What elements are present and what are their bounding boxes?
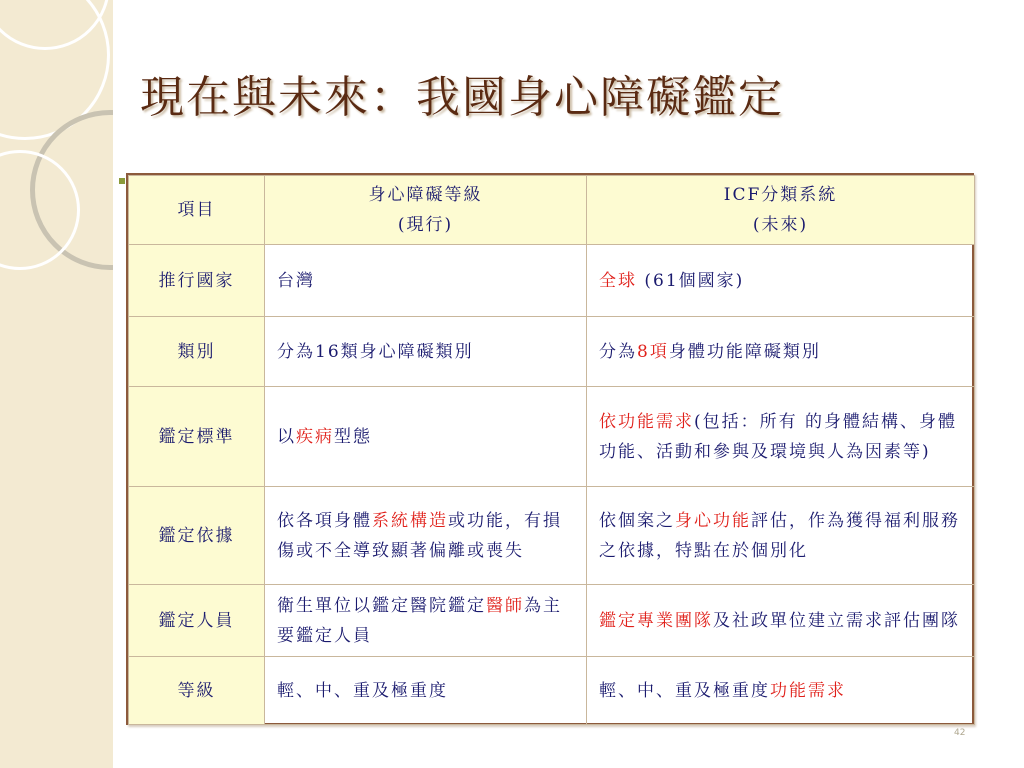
row-future [587, 387, 975, 487]
slide-title: 現在與未來：我國身心障礙鑑定 [140, 72, 784, 123]
highlight-text: 功能需求 [770, 680, 846, 701]
body-text: 依各項身體 [277, 510, 372, 531]
row-label: 鑑定人員 [129, 585, 265, 657]
body-text: 及社政單位建立需求評估團隊 [713, 610, 960, 631]
row-label: 推行國家 [129, 245, 265, 317]
highlight-text: 身心功能 [675, 510, 751, 531]
bullet-marker [119, 178, 125, 184]
body-text: 為主要鑑定人員 [277, 595, 562, 646]
highlight-text: 醫師 [486, 595, 524, 616]
row-future [587, 585, 975, 657]
body-text: 或功能，有損傷或不全導致顯著偏離或喪失 [277, 510, 562, 561]
body-text: 評估，作為獲得福利服務之依據，特點在於個別化 [599, 510, 960, 561]
header-current [265, 176, 587, 245]
table-header-row [129, 176, 975, 245]
highlight-text: 鑑定專業團隊 [599, 610, 713, 631]
table-row [129, 387, 975, 487]
highlight-text: 依功能需求 [599, 411, 694, 432]
header-future-title: ICF分類系統 [723, 185, 838, 205]
highlight-text: 全球 [599, 270, 637, 291]
header-current-title: 身心障礙等級 [368, 185, 483, 205]
row-current [265, 487, 587, 585]
header-future-subtitle: (未來) [752, 215, 809, 235]
body-text: (61個國家) [637, 270, 745, 291]
row-label: 鑑定依據 [129, 487, 265, 585]
body-text: 輕、中、重及極重度 [599, 680, 770, 701]
table-row [129, 317, 975, 387]
row-future [587, 317, 975, 387]
row-current [265, 387, 587, 487]
decorative-side-band [0, 0, 113, 768]
slide-number: 42 [954, 728, 966, 738]
row-current: 台灣 [265, 245, 587, 317]
table-row [129, 245, 975, 317]
row-current: 輕、中、重及極重度 [265, 657, 587, 725]
header-item: 項目 [129, 176, 265, 245]
row-label: 類別 [129, 317, 265, 387]
comparison-table-grid [128, 175, 975, 725]
highlight-text: 疾病 [296, 426, 334, 447]
body-text: 衛生單位以鑑定醫院鑑定 [277, 595, 486, 616]
body-text: 依個案之 [599, 510, 675, 531]
side-band-divider [113, 0, 123, 768]
body-text: 分為 [599, 341, 637, 362]
highlight-text: 8項 [637, 341, 669, 362]
table-row [129, 487, 975, 585]
table-row [129, 657, 975, 725]
row-label: 鑑定標準 [129, 387, 265, 487]
table-row [129, 585, 975, 657]
comparison-table [126, 173, 974, 725]
row-future [587, 657, 975, 725]
row-future [587, 487, 975, 585]
row-label: 等級 [129, 657, 265, 725]
highlight-text: 系統構造 [372, 510, 448, 531]
body-text: 以 [277, 426, 296, 447]
header-future [587, 176, 975, 245]
row-future [587, 245, 975, 317]
header-current-subtitle: (現行) [397, 215, 454, 235]
body-text: 身體功能障礙類別 [668, 341, 821, 362]
body-text: 型態 [334, 426, 372, 447]
row-current [265, 585, 587, 657]
body-text: (包括：所有 的身體結構、身體功能、活動和參與及環境與人為因素等) [599, 411, 958, 462]
row-current: 分為16類身心障礙類別 [265, 317, 587, 387]
